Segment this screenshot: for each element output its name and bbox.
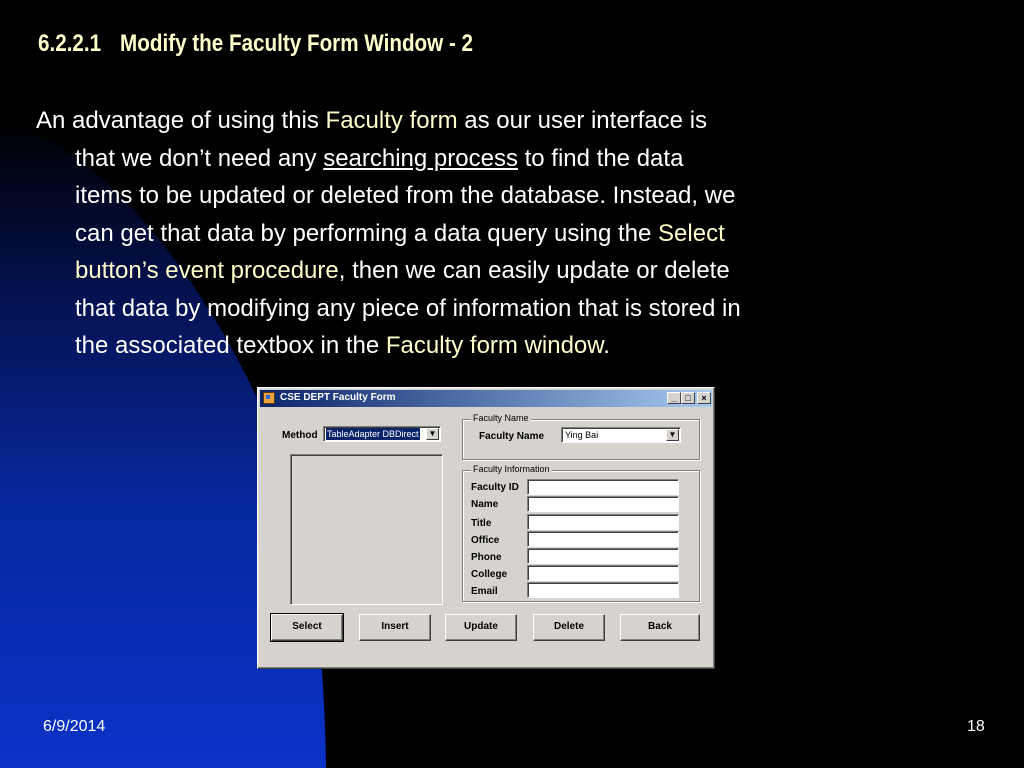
paragraph-line-7 [36, 327, 976, 365]
faculty-id-textbox[interactable] [527, 479, 679, 495]
paragraph-line-6: that data by modifying any piece of information that is stored in [75, 294, 741, 322]
paragraph-line-3: items to be updated or deleted from the database. Instead, we [75, 182, 736, 209]
page-number: 18 [967, 718, 985, 735]
title-textbox[interactable] [527, 514, 679, 530]
faculty-form-window [257, 387, 715, 669]
text-run: . [603, 332, 610, 359]
maximize-button[interactable]: □ [681, 392, 695, 404]
title-text: Modify the Faculty Form Window - 2 [120, 30, 474, 57]
paragraph-line-2 [36, 140, 976, 178]
body-paragraph [36, 102, 976, 365]
faculty-name-group [462, 413, 700, 460]
slide-title [38, 30, 473, 58]
paragraph-line-5 [36, 252, 976, 290]
chevron-down-icon[interactable]: ▼ [666, 429, 679, 441]
app-icon [263, 392, 275, 404]
window-title: CSE DEPT Faculty Form [280, 392, 396, 403]
window-titlebar[interactable] [260, 390, 712, 407]
close-button[interactable]: × [697, 392, 711, 404]
college-textbox[interactable] [527, 565, 679, 581]
text-run: can get that data by performing a data query using the [75, 219, 659, 247]
office-textbox[interactable] [527, 531, 679, 547]
method-label: Method [282, 430, 318, 441]
faculty-name-group-title: Faculty Name [473, 413, 529, 423]
faculty-name-value: Ying Bai [565, 430, 599, 440]
name-textbox[interactable] [527, 496, 679, 512]
text-run: the associated textbox in the [75, 332, 386, 359]
office-label: Office [471, 535, 500, 546]
email-textbox[interactable] [527, 582, 679, 598]
select-button[interactable]: Select [271, 614, 343, 641]
paragraph-line-4 [36, 215, 976, 253]
method-combobox[interactable] [323, 426, 441, 442]
method-value: TableAdapter DBDirect [327, 429, 419, 439]
minimize-button[interactable]: _ [667, 392, 681, 404]
chevron-down-icon[interactable]: ▼ [426, 428, 439, 440]
faculty-name-label: Faculty Name [479, 431, 545, 442]
text-run: An advantage of using this [36, 107, 326, 134]
footer-date: 6/9/2014 [43, 718, 106, 735]
update-button[interactable]: Update [445, 614, 517, 641]
text-run: to find the data [517, 144, 684, 172]
faculty-id-label: Faculty ID [471, 482, 519, 493]
text-run: that we don’t need any [75, 144, 324, 172]
college-label: College [471, 569, 508, 580]
back-button[interactable]: Back [620, 614, 700, 641]
highlight-event-procedure: button’s event procedure [75, 257, 339, 284]
highlight-faculty-form-window: Faculty form window [385, 332, 604, 359]
phone-textbox[interactable] [527, 548, 679, 564]
delete-button[interactable]: Delete [533, 614, 605, 641]
paragraph-line-1 [36, 102, 976, 140]
title-label: Title [471, 518, 492, 529]
faculty-name-combobox[interactable] [561, 427, 681, 443]
faculty-information-group-title: Faculty Information [473, 464, 550, 474]
insert-button[interactable]: Insert [359, 614, 431, 641]
highlight-faculty-form: Faculty form [325, 107, 458, 134]
section-number: 6.2.2.1 [38, 30, 102, 57]
faculty-image-box [290, 454, 443, 605]
name-label: Name [471, 499, 499, 510]
underlined-searching-process: searching process [323, 144, 518, 172]
text-run: , then we can easily update or delete [338, 257, 730, 284]
text-run: as our user interface is [457, 107, 708, 134]
highlight-select: Select [658, 219, 725, 247]
email-label: Email [471, 586, 498, 597]
phone-label: Phone [471, 552, 502, 563]
